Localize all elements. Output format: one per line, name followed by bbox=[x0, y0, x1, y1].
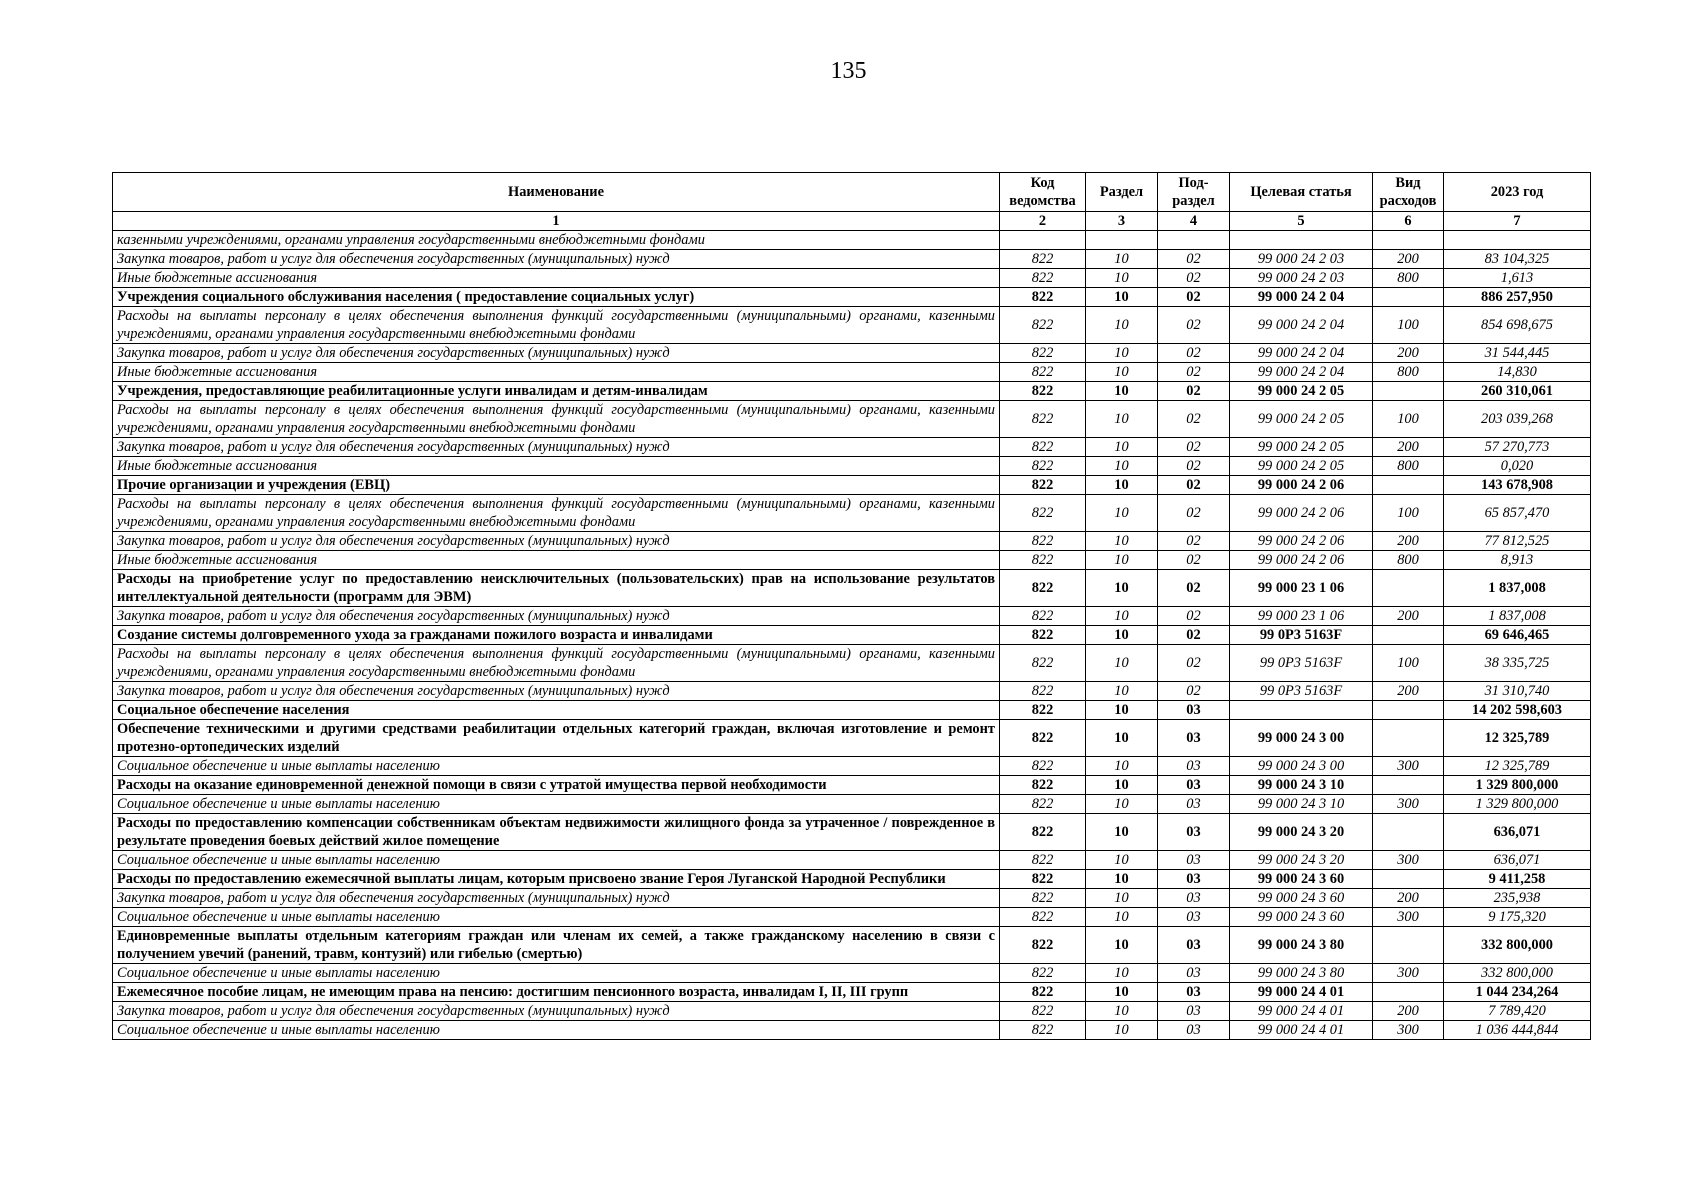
cell-sum: 9 411,258 bbox=[1444, 870, 1591, 889]
table-row bbox=[113, 288, 1591, 307]
cell-ved: 822 bbox=[1000, 814, 1086, 851]
cell-statya: 99 000 24 2 06 bbox=[1230, 551, 1373, 570]
header-vid: Вид расходов bbox=[1373, 173, 1444, 212]
cell-podrazdel: 02 bbox=[1158, 476, 1230, 495]
table-row bbox=[113, 776, 1591, 795]
cell-razdel: 10 bbox=[1086, 776, 1158, 795]
header-row bbox=[113, 173, 1591, 212]
cell-statya: 99 000 24 3 60 bbox=[1230, 889, 1373, 908]
table-row bbox=[113, 870, 1591, 889]
cell-sum: 69 646,465 bbox=[1444, 626, 1591, 645]
cell-sum bbox=[1444, 231, 1591, 250]
cell-vid: 800 bbox=[1373, 363, 1444, 382]
table-row bbox=[113, 344, 1591, 363]
cell-name: Социальное обеспечение и иные выплаты населению bbox=[113, 964, 1000, 983]
cell-vid: 300 bbox=[1373, 908, 1444, 927]
cell-name: Закупка товаров, работ и услуг для обеспечения государственных (муниципальных) нужд bbox=[113, 1002, 1000, 1021]
cell-podrazdel: 03 bbox=[1158, 927, 1230, 964]
cell-razdel: 10 bbox=[1086, 964, 1158, 983]
cell-ved: 822 bbox=[1000, 908, 1086, 927]
cell-statya: 99 000 24 2 05 bbox=[1230, 457, 1373, 476]
cell-podrazdel: 02 bbox=[1158, 382, 1230, 401]
cell-name: Закупка товаров, работ и услуг для обеспечения государственных (муниципальных) нужд bbox=[113, 607, 1000, 626]
cell-name: Единовременные выплаты отдельным категориям граждан или членам их семей, а также гражданскому населению в связи с получением увечий (ранений, травм, контузий) или гибелью (смертью) bbox=[113, 927, 1000, 964]
table-row bbox=[113, 814, 1591, 851]
cell-ved: 822 bbox=[1000, 1021, 1086, 1040]
cell-razdel: 10 bbox=[1086, 476, 1158, 495]
cell-name: Расходы по предоставлению ежемесячной выплаты лицам, которым присвоено звание Героя Луганской Народной Республики bbox=[113, 870, 1000, 889]
table-row bbox=[113, 682, 1591, 701]
column-number: 7 bbox=[1444, 212, 1591, 231]
cell-statya: 99 000 24 3 00 bbox=[1230, 757, 1373, 776]
cell-sum: 1 837,008 bbox=[1444, 607, 1591, 626]
cell-sum: 65 857,470 bbox=[1444, 495, 1591, 532]
cell-podrazdel: 02 bbox=[1158, 551, 1230, 570]
cell-ved: 822 bbox=[1000, 682, 1086, 701]
cell-podrazdel: 02 bbox=[1158, 363, 1230, 382]
cell-name: Иные бюджетные ассигнования bbox=[113, 269, 1000, 288]
cell-ved: 822 bbox=[1000, 288, 1086, 307]
cell-statya: 99 000 24 2 03 bbox=[1230, 269, 1373, 288]
cell-podrazdel: 02 bbox=[1158, 250, 1230, 269]
cell-statya: 99 000 24 3 60 bbox=[1230, 908, 1373, 927]
cell-statya: 99 000 24 3 10 bbox=[1230, 795, 1373, 814]
cell-podrazdel: 02 bbox=[1158, 607, 1230, 626]
cell-vid bbox=[1373, 776, 1444, 795]
cell-statya: 99 0Р3 5163F bbox=[1230, 626, 1373, 645]
cell-vid bbox=[1373, 814, 1444, 851]
cell-razdel: 10 bbox=[1086, 495, 1158, 532]
table-row bbox=[113, 1021, 1591, 1040]
cell-sum: 9 175,320 bbox=[1444, 908, 1591, 927]
cell-podrazdel: 03 bbox=[1158, 851, 1230, 870]
column-number: 2 bbox=[1000, 212, 1086, 231]
page-number: 135 bbox=[830, 58, 867, 84]
table-row bbox=[113, 269, 1591, 288]
cell-statya: 99 000 24 3 20 bbox=[1230, 814, 1373, 851]
table-row bbox=[113, 607, 1591, 626]
table-row bbox=[113, 889, 1591, 908]
cell-ved: 822 bbox=[1000, 626, 1086, 645]
cell-razdel: 10 bbox=[1086, 570, 1158, 607]
cell-vid: 200 bbox=[1373, 1002, 1444, 1021]
cell-vid bbox=[1373, 570, 1444, 607]
cell-name: Иные бюджетные ассигнования bbox=[113, 551, 1000, 570]
cell-statya: 99 000 24 3 60 bbox=[1230, 870, 1373, 889]
cell-statya: 99 000 24 3 20 bbox=[1230, 851, 1373, 870]
cell-ved: 822 bbox=[1000, 927, 1086, 964]
cell-statya: 99 0Р3 5163F bbox=[1230, 645, 1373, 682]
cell-sum: 260 310,061 bbox=[1444, 382, 1591, 401]
cell-statya bbox=[1230, 701, 1373, 720]
cell-ved: 822 bbox=[1000, 307, 1086, 344]
cell-sum: 31 544,445 bbox=[1444, 344, 1591, 363]
table-row bbox=[113, 363, 1591, 382]
cell-sum: 8,913 bbox=[1444, 551, 1591, 570]
cell-vid: 200 bbox=[1373, 532, 1444, 551]
cell-sum: 83 104,325 bbox=[1444, 250, 1591, 269]
cell-sum: 0,020 bbox=[1444, 457, 1591, 476]
cell-razdel: 10 bbox=[1086, 814, 1158, 851]
cell-razdel: 10 bbox=[1086, 382, 1158, 401]
cell-vid: 100 bbox=[1373, 645, 1444, 682]
cell-podrazdel: 03 bbox=[1158, 720, 1230, 757]
column-number-row bbox=[113, 212, 1591, 231]
cell-statya bbox=[1230, 231, 1373, 250]
table-row bbox=[113, 495, 1591, 532]
table-row bbox=[113, 757, 1591, 776]
cell-ved: 822 bbox=[1000, 889, 1086, 908]
cell-podrazdel: 02 bbox=[1158, 645, 1230, 682]
cell-vid: 800 bbox=[1373, 551, 1444, 570]
cell-ved: 822 bbox=[1000, 401, 1086, 438]
table-row bbox=[113, 570, 1591, 607]
cell-vid: 200 bbox=[1373, 607, 1444, 626]
cell-ved: 822 bbox=[1000, 495, 1086, 532]
cell-name: Расходы на выплаты персоналу в целях обеспечения выполнения функций государственными (муниципальными) органами, казенными учреждениями, органами управления государственными внебюджетными фондами bbox=[113, 645, 1000, 682]
cell-razdel: 10 bbox=[1086, 438, 1158, 457]
cell-name: Социальное обеспечение и иные выплаты населению bbox=[113, 908, 1000, 927]
cell-vid: 300 bbox=[1373, 795, 1444, 814]
cell-statya: 99 000 24 4 01 bbox=[1230, 983, 1373, 1002]
cell-razdel: 10 bbox=[1086, 457, 1158, 476]
cell-vid: 100 bbox=[1373, 307, 1444, 344]
cell-statya: 99 000 24 3 10 bbox=[1230, 776, 1373, 795]
cell-sum: 14,830 bbox=[1444, 363, 1591, 382]
cell-vid bbox=[1373, 701, 1444, 720]
cell-razdel: 10 bbox=[1086, 983, 1158, 1002]
table-row bbox=[113, 551, 1591, 570]
cell-statya: 99 000 24 2 05 bbox=[1230, 438, 1373, 457]
cell-sum: 854 698,675 bbox=[1444, 307, 1591, 344]
cell-sum: 14 202 598,603 bbox=[1444, 701, 1591, 720]
cell-sum: 203 039,268 bbox=[1444, 401, 1591, 438]
cell-ved: 822 bbox=[1000, 532, 1086, 551]
table-row bbox=[113, 851, 1591, 870]
cell-ved: 822 bbox=[1000, 795, 1086, 814]
cell-sum: 77 812,525 bbox=[1444, 532, 1591, 551]
cell-podrazdel: 02 bbox=[1158, 438, 1230, 457]
cell-vid: 100 bbox=[1373, 401, 1444, 438]
cell-vid bbox=[1373, 626, 1444, 645]
cell-sum: 1 329 800,000 bbox=[1444, 776, 1591, 795]
cell-razdel: 10 bbox=[1086, 626, 1158, 645]
cell-sum: 1 329 800,000 bbox=[1444, 795, 1591, 814]
table-row bbox=[113, 701, 1591, 720]
cell-ved: 822 bbox=[1000, 720, 1086, 757]
cell-vid bbox=[1373, 870, 1444, 889]
cell-vid bbox=[1373, 720, 1444, 757]
cell-name: Прочие организации и учреждения (ЕВЦ) bbox=[113, 476, 1000, 495]
table-row bbox=[113, 1002, 1591, 1021]
cell-name: Социальное обеспечение и иные выплаты населению bbox=[113, 851, 1000, 870]
cell-podrazdel bbox=[1158, 231, 1230, 250]
cell-ved: 822 bbox=[1000, 363, 1086, 382]
cell-razdel: 10 bbox=[1086, 682, 1158, 701]
cell-name: Расходы на приобретение услуг по предоставлению неисключительных (пользовательских) прав на использование результатов интеллектуальной деятельности (программ для ЭВМ) bbox=[113, 570, 1000, 607]
cell-podrazdel: 02 bbox=[1158, 401, 1230, 438]
cell-name: Учреждения, предоставляющие реабилитационные услуги инвалидам и детям-инвалидам bbox=[113, 382, 1000, 401]
cell-ved: 822 bbox=[1000, 607, 1086, 626]
cell-podrazdel: 03 bbox=[1158, 701, 1230, 720]
cell-razdel: 10 bbox=[1086, 532, 1158, 551]
cell-sum: 1 036 444,844 bbox=[1444, 1021, 1591, 1040]
cell-podrazdel: 03 bbox=[1158, 757, 1230, 776]
table-row bbox=[113, 382, 1591, 401]
header-ved: Код ведомства bbox=[1000, 173, 1086, 212]
table-row bbox=[113, 457, 1591, 476]
cell-sum: 31 310,740 bbox=[1444, 682, 1591, 701]
table-row bbox=[113, 983, 1591, 1002]
column-number: 3 bbox=[1086, 212, 1158, 231]
cell-razdel: 10 bbox=[1086, 701, 1158, 720]
cell-name: Социальное обеспечение и иные выплаты населению bbox=[113, 757, 1000, 776]
cell-razdel: 10 bbox=[1086, 551, 1158, 570]
cell-podrazdel: 02 bbox=[1158, 288, 1230, 307]
cell-name: Закупка товаров, работ и услуг для обеспечения государственных (муниципальных) нужд bbox=[113, 532, 1000, 551]
table-row bbox=[113, 307, 1591, 344]
cell-podrazdel: 02 bbox=[1158, 457, 1230, 476]
cell-name: Расходы по предоставлению компенсации собственникам объектам недвижимости жилищного фонда за утраченное / поврежденное в результате проведения боевых действий жилое помещение bbox=[113, 814, 1000, 851]
cell-razdel: 10 bbox=[1086, 307, 1158, 344]
cell-podrazdel: 02 bbox=[1158, 532, 1230, 551]
cell-ved: 822 bbox=[1000, 570, 1086, 607]
cell-name: Иные бюджетные ассигнования bbox=[113, 457, 1000, 476]
cell-statya: 99 000 24 2 06 bbox=[1230, 495, 1373, 532]
cell-statya: 99 000 24 3 00 bbox=[1230, 720, 1373, 757]
cell-statya: 99 000 24 2 03 bbox=[1230, 250, 1373, 269]
cell-sum: 1,613 bbox=[1444, 269, 1591, 288]
cell-razdel: 10 bbox=[1086, 795, 1158, 814]
cell-name: Расходы на выплаты персоналу в целях обеспечения выполнения функций государственными (муниципальными) органами, казенными учреждениями, органами управления государственными внебюджетными фондами bbox=[113, 401, 1000, 438]
cell-podrazdel: 02 bbox=[1158, 495, 1230, 532]
header-statya: Целевая статья bbox=[1230, 173, 1373, 212]
column-number: 4 bbox=[1158, 212, 1230, 231]
cell-sum: 7 789,420 bbox=[1444, 1002, 1591, 1021]
cell-statya: 99 000 24 2 04 bbox=[1230, 344, 1373, 363]
cell-razdel: 10 bbox=[1086, 645, 1158, 682]
cell-name: Социальное обеспечение и иные выплаты населению bbox=[113, 1021, 1000, 1040]
cell-vid bbox=[1373, 476, 1444, 495]
cell-razdel: 10 bbox=[1086, 927, 1158, 964]
table-row bbox=[113, 964, 1591, 983]
cell-ved: 822 bbox=[1000, 438, 1086, 457]
cell-name: Закупка товаров, работ и услуг для обеспечения государственных (муниципальных) нужд bbox=[113, 250, 1000, 269]
cell-sum: 636,071 bbox=[1444, 851, 1591, 870]
cell-sum: 235,938 bbox=[1444, 889, 1591, 908]
column-number: 1 bbox=[113, 212, 1000, 231]
cell-razdel: 10 bbox=[1086, 288, 1158, 307]
table-row bbox=[113, 438, 1591, 457]
cell-name: Социальное обеспечение и иные выплаты населению bbox=[113, 795, 1000, 814]
cell-sum: 57 270,773 bbox=[1444, 438, 1591, 457]
cell-vid bbox=[1373, 983, 1444, 1002]
table-body bbox=[113, 231, 1591, 1040]
cell-statya: 99 000 24 2 05 bbox=[1230, 401, 1373, 438]
cell-razdel bbox=[1086, 231, 1158, 250]
cell-name: Социальное обеспечение населения bbox=[113, 701, 1000, 720]
header-year: 2023 год bbox=[1444, 173, 1591, 212]
cell-ved: 822 bbox=[1000, 269, 1086, 288]
cell-podrazdel: 03 bbox=[1158, 795, 1230, 814]
cell-ved: 822 bbox=[1000, 457, 1086, 476]
cell-vid: 800 bbox=[1373, 269, 1444, 288]
cell-name: Закупка товаров, работ и услуг для обеспечения государственных (муниципальных) нужд bbox=[113, 438, 1000, 457]
cell-ved: 822 bbox=[1000, 551, 1086, 570]
cell-podrazdel: 03 bbox=[1158, 908, 1230, 927]
cell-statya: 99 000 24 4 01 bbox=[1230, 1021, 1373, 1040]
cell-razdel: 10 bbox=[1086, 1021, 1158, 1040]
cell-podrazdel: 03 bbox=[1158, 983, 1230, 1002]
table-row bbox=[113, 231, 1591, 250]
cell-vid: 200 bbox=[1373, 438, 1444, 457]
cell-sum: 332 800,000 bbox=[1444, 964, 1591, 983]
cell-ved: 822 bbox=[1000, 344, 1086, 363]
header-name: Наименование bbox=[113, 173, 1000, 212]
cell-ved: 822 bbox=[1000, 851, 1086, 870]
cell-ved: 822 bbox=[1000, 757, 1086, 776]
budget-table bbox=[112, 172, 1591, 1040]
cell-razdel: 10 bbox=[1086, 851, 1158, 870]
cell-razdel: 10 bbox=[1086, 607, 1158, 626]
cell-podrazdel: 03 bbox=[1158, 870, 1230, 889]
cell-vid bbox=[1373, 927, 1444, 964]
cell-razdel: 10 bbox=[1086, 401, 1158, 438]
cell-name: Обеспечение техническими и другими средствами реабилитации отдельных категорий граждан, включая изготовление и ремонт протезно-ортопедических изделий bbox=[113, 720, 1000, 757]
cell-ved: 822 bbox=[1000, 250, 1086, 269]
cell-name: Закупка товаров, работ и услуг для обеспечения государственных (муниципальных) нужд bbox=[113, 682, 1000, 701]
table-row bbox=[113, 908, 1591, 927]
cell-ved: 822 bbox=[1000, 983, 1086, 1002]
table-row bbox=[113, 532, 1591, 551]
table-row bbox=[113, 927, 1591, 964]
cell-name: Иные бюджетные ассигнования bbox=[113, 363, 1000, 382]
cell-ved: 822 bbox=[1000, 776, 1086, 795]
cell-podrazdel: 03 bbox=[1158, 1021, 1230, 1040]
cell-name: Закупка товаров, работ и услуг для обеспечения государственных (муниципальных) нужд bbox=[113, 344, 1000, 363]
cell-ved: 822 bbox=[1000, 476, 1086, 495]
cell-statya: 99 000 24 2 06 bbox=[1230, 476, 1373, 495]
cell-name: Расходы на оказание единовременной денежной помощи в связи с утратой имущества первой необходимости bbox=[113, 776, 1000, 795]
cell-razdel: 10 bbox=[1086, 269, 1158, 288]
cell-name: Расходы на выплаты персоналу в целях обеспечения выполнения функций государственными (муниципальными) органами, казенными учреждениями, органами управления государственными внебюджетными фондами bbox=[113, 307, 1000, 344]
table-row bbox=[113, 626, 1591, 645]
cell-name: Закупка товаров, работ и услуг для обеспечения государственных (муниципальных) нужд bbox=[113, 889, 1000, 908]
cell-ved: 822 bbox=[1000, 701, 1086, 720]
table-row bbox=[113, 645, 1591, 682]
cell-razdel: 10 bbox=[1086, 908, 1158, 927]
cell-vid: 200 bbox=[1373, 250, 1444, 269]
cell-sum: 12 325,789 bbox=[1444, 757, 1591, 776]
table-row bbox=[113, 795, 1591, 814]
cell-vid: 800 bbox=[1373, 457, 1444, 476]
cell-ved: 822 bbox=[1000, 964, 1086, 983]
cell-vid: 300 bbox=[1373, 964, 1444, 983]
cell-statya: 99 000 24 2 04 bbox=[1230, 307, 1373, 344]
cell-podrazdel: 03 bbox=[1158, 1002, 1230, 1021]
cell-sum: 1 837,008 bbox=[1444, 570, 1591, 607]
cell-sum: 143 678,908 bbox=[1444, 476, 1591, 495]
cell-vid: 300 bbox=[1373, 851, 1444, 870]
table-row bbox=[113, 720, 1591, 757]
cell-ved: 822 bbox=[1000, 645, 1086, 682]
cell-podrazdel: 02 bbox=[1158, 682, 1230, 701]
cell-statya: 99 000 24 4 01 bbox=[1230, 1002, 1373, 1021]
cell-statya: 99 000 24 2 05 bbox=[1230, 382, 1373, 401]
cell-name: Ежемесячное пособие лицам, не имеющим права на пенсию: достигшим пенсионного возраста, инвалидам I, II, III групп bbox=[113, 983, 1000, 1002]
column-number: 5 bbox=[1230, 212, 1373, 231]
cell-statya: 99 000 23 1 06 bbox=[1230, 570, 1373, 607]
cell-vid: 200 bbox=[1373, 682, 1444, 701]
cell-podrazdel: 03 bbox=[1158, 814, 1230, 851]
cell-ved bbox=[1000, 231, 1086, 250]
cell-sum: 886 257,950 bbox=[1444, 288, 1591, 307]
cell-podrazdel: 02 bbox=[1158, 626, 1230, 645]
cell-vid: 200 bbox=[1373, 344, 1444, 363]
cell-razdel: 10 bbox=[1086, 757, 1158, 776]
cell-podrazdel: 03 bbox=[1158, 889, 1230, 908]
cell-sum: 12 325,789 bbox=[1444, 720, 1591, 757]
cell-razdel: 10 bbox=[1086, 889, 1158, 908]
cell-statya: 99 0Р3 5163F bbox=[1230, 682, 1373, 701]
cell-ved: 822 bbox=[1000, 1002, 1086, 1021]
cell-name: Учреждения социального обслуживания населения ( предоставление социальных услуг) bbox=[113, 288, 1000, 307]
cell-razdel: 10 bbox=[1086, 1002, 1158, 1021]
cell-vid: 300 bbox=[1373, 1021, 1444, 1040]
cell-razdel: 10 bbox=[1086, 344, 1158, 363]
cell-razdel: 10 bbox=[1086, 363, 1158, 382]
cell-statya: 99 000 24 3 80 bbox=[1230, 927, 1373, 964]
table-row bbox=[113, 401, 1591, 438]
header-podrazdel: Под-раздел bbox=[1158, 173, 1230, 212]
cell-vid: 200 bbox=[1373, 889, 1444, 908]
cell-sum: 636,071 bbox=[1444, 814, 1591, 851]
cell-podrazdel: 03 bbox=[1158, 964, 1230, 983]
cell-podrazdel: 02 bbox=[1158, 570, 1230, 607]
cell-statya: 99 000 24 2 04 bbox=[1230, 288, 1373, 307]
cell-statya: 99 000 24 2 06 bbox=[1230, 532, 1373, 551]
cell-sum: 332 800,000 bbox=[1444, 927, 1591, 964]
cell-podrazdel: 02 bbox=[1158, 344, 1230, 363]
cell-podrazdel: 02 bbox=[1158, 269, 1230, 288]
cell-name: казенными учреждениями, органами управления государственными внебюджетными фондами bbox=[113, 231, 1000, 250]
cell-sum: 1 044 234,264 bbox=[1444, 983, 1591, 1002]
cell-vid: 300 bbox=[1373, 757, 1444, 776]
cell-name: Расходы на выплаты персоналу в целях обеспечения выполнения функций государственными (муниципальными) органами, казенными учреждениями, органами управления государственными внебюджетными фондами bbox=[113, 495, 1000, 532]
cell-vid bbox=[1373, 231, 1444, 250]
cell-vid bbox=[1373, 382, 1444, 401]
cell-ved: 822 bbox=[1000, 382, 1086, 401]
cell-razdel: 10 bbox=[1086, 250, 1158, 269]
cell-name: Создание системы долговременного ухода за гражданами пожилого возраста и инвалидами bbox=[113, 626, 1000, 645]
cell-ved: 822 bbox=[1000, 870, 1086, 889]
cell-vid bbox=[1373, 288, 1444, 307]
table-row bbox=[113, 250, 1591, 269]
cell-statya: 99 000 23 1 06 bbox=[1230, 607, 1373, 626]
cell-razdel: 10 bbox=[1086, 870, 1158, 889]
cell-sum: 38 335,725 bbox=[1444, 645, 1591, 682]
cell-vid: 100 bbox=[1373, 495, 1444, 532]
column-number: 6 bbox=[1373, 212, 1444, 231]
cell-statya: 99 000 24 2 04 bbox=[1230, 363, 1373, 382]
cell-razdel: 10 bbox=[1086, 720, 1158, 757]
header-razdel: Раздел bbox=[1086, 173, 1158, 212]
cell-statya: 99 000 24 3 80 bbox=[1230, 964, 1373, 983]
cell-podrazdel: 02 bbox=[1158, 307, 1230, 344]
table-row bbox=[113, 476, 1591, 495]
cell-podrazdel: 03 bbox=[1158, 776, 1230, 795]
